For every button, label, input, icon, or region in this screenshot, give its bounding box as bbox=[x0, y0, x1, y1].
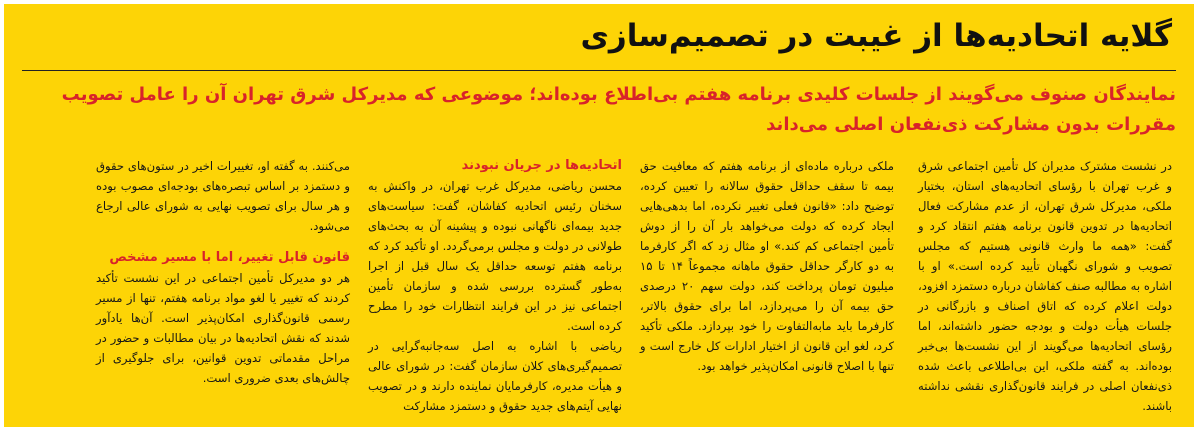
article-column-2 bbox=[640, 156, 894, 376]
column-3-paragraph-2: ریاضی با اشاره به اصل سه‌جانبه‌گرایی در تصمیم‌گیری‌های کلان سازمان گفت: در شورای عالی و هیأت مدیره، کارفرمایان نماینده دارند و در تصویب نهایی آیتم‌های جدید حقوق و دستمزد مشارکت bbox=[368, 339, 622, 413]
article-lead: نمایندگان صنوف می‌گویند از جلسات کلیدی برنامه هفتم بی‌اطلاع بوده‌اند؛ موضوعی که مدیرکل شرق تهران آن را عامل تصویب مقررات بدون مشارکت ذی‌نفعان اصلی می‌داند bbox=[61, 84, 1176, 135]
article-headline: گلایه اتحادیه‌ها از غیبت در تصمیم‌سازی bbox=[580, 18, 1172, 54]
article-page bbox=[4, 4, 1194, 427]
column-3-subheading: اتحادیه‌ها در جریان نبودند bbox=[461, 158, 622, 173]
headline-divider bbox=[22, 70, 1176, 71]
column-3-paragraph-1: محسن ریاضی، مدیرکل غرب تهران، در واکنش به سخنان رئیس اتحادیه کفاشان، گفت: سیاست‌های جدید بیمه‌ای ناگهانی نبوده و پیشینه آن به بحث‌های طولانی در دولت و مجلس برمی‌گردد. او تأکید کرد که برنامه هفتم توسعه حداقل یک سال قبل از اجرا به‌طور گسترده بررسی شده و سازمان تأمین اجتماعی نیز در این فرایند انتظارات خود را مطرح کرده است. bbox=[368, 179, 622, 333]
article-column-1 bbox=[918, 156, 1172, 416]
column-4-paragraph-1: می‌کنند. به گفته او، تغییرات اخیر در ستون‌های حقوق و دستمزد بر اساس تبصره‌های بودجه‌ای مصوب بوده و هر سال برای تصویب نهایی به شورای عالی ارجاع می‌شود. bbox=[96, 159, 350, 233]
article-column-3 bbox=[368, 156, 622, 416]
article-column-4 bbox=[96, 156, 350, 388]
column-1-text: در نشست مشترک مدیران کل تأمین اجتماعی شرق و غرب تهران با رؤسای اتحادیه‌های استان، بختیار ملکی، مدیرکل شرق تهران، از عدم مشارکت فعال اتحادیه‌ها در تدوین قانون برنامه هفتم انتقاد کرد و گفت: «همه ما وارث قانونی هستیم که مجلس تصویب و شورای نگهبان تأیید کرده است.» او با اشاره به مطالبه صنف کفاشان درباره دستمزد افزود، دولت اعلام کرده که اتاق اصناف و بازرگانی در جلسات هیأت دولت و بودجه حضور داشته‌اند، اما رؤسای اتحادیه‌ها می‌گویند از این نشست‌ها بی‌خبر بوده‌اند. به گفته ملکی، این بی‌اطلاعی باعث شده ذی‌نفعان اصلی در فرایند قانون‌گذاری نقشی نداشته باشند. bbox=[918, 159, 1172, 413]
column-4-paragraph-2: هر دو مدیرکل تأمین اجتماعی در این نشست تأکید کردند که تغییر یا لغو مواد برنامه هفتم، تنها از مسیر رسمی قانون‌گذاری امکان‌پذیر است. آن‌ها یادآور شدند که نقش اتحادیه‌ها در بیان مطالبات و حضور در مراحل مقدماتی تدوین قوانین، برای جلوگیری از چالش‌های بعدی ضروری است. bbox=[96, 271, 350, 385]
column-4-subheading: قانون قابل تغییر، اما با مسیر مشخص bbox=[109, 250, 350, 265]
column-2-text: ملکی درباره ماده‌ای از برنامه هفتم که معافیت حق بیمه تا سقف حداقل حقوق سالانه را تعیین کرده، توضیح داد: «قانون فعلی تغییر نکرده، اما بدهی‌هایی ایجاد کرده که دولت می‌خواهد بار آن را از دوش تأمین اجتماعی کم کند.» او مثال زد که اگر کارفرما به دو کارگر حداقل حقوق ماهانه مجموعاً ۱۴ تا ۱۵ میلیون تومان پرداخت کند، دولت سهم ۲۰ درصدی حق بیمه آن را می‌پردازد، اما برای حقوق بالاتر، کارفرما باید مابه‌التفاوت را خود بپردازد. ملکی تأکید کرد، لغو این قانون از اختیار ادارات کل خارج است و تنها با اصلاح قانونی امکان‌پذیر خواهد بود. bbox=[640, 159, 895, 373]
